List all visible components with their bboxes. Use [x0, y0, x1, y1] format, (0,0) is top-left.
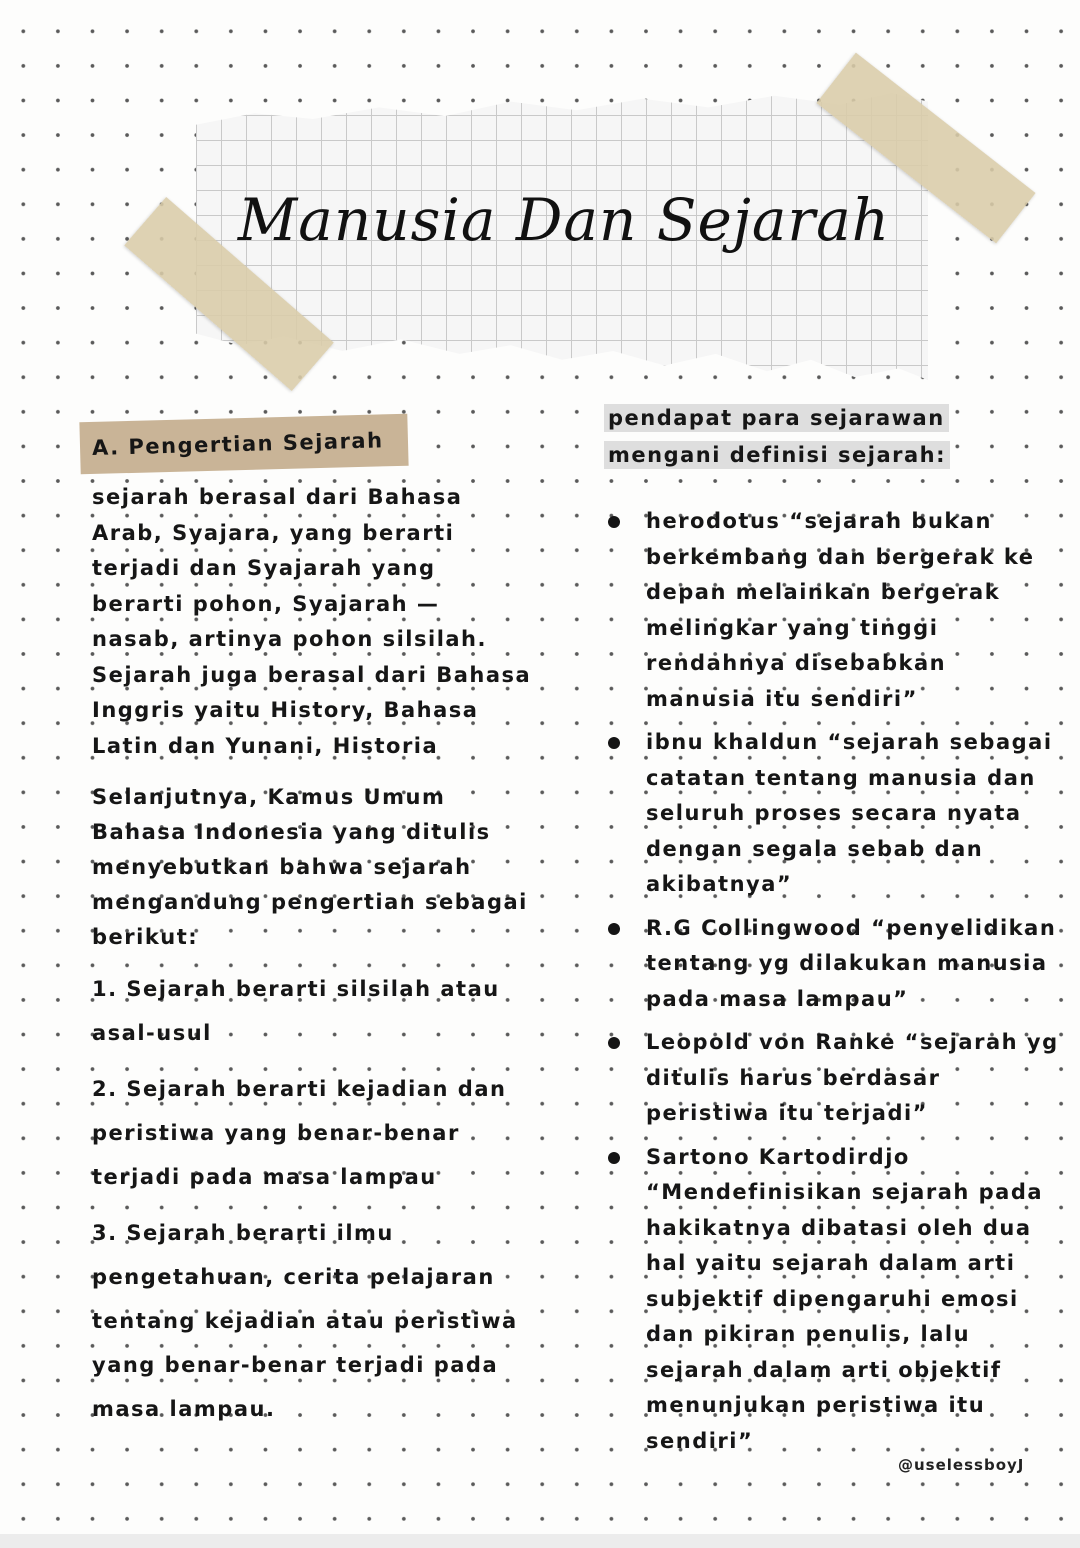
- bullet-icon: [608, 516, 620, 528]
- opinion-text: ibnu khaldun “sejarah sebagai catatan tentang manusia dan seluruh proses secara nyata dengan segala sebab dan akibatnya”: [646, 730, 1053, 896]
- list-item: [604, 1140, 1064, 1460]
- left-column: [92, 480, 532, 1431]
- opinion-text: Sartono Kartodirdjo “Mendefinisikan sejarah pada hakikatnya dibatasi oleh dua hal yaitu sejarah dalam arti subjektif dipengaruhi emosi dan pikiran penulis, lalu sejarah dalam arti objektif menunjukan peristiwa itu sendiri”: [646, 1144, 1044, 1453]
- list-item: [604, 911, 1064, 1018]
- numbered-point: 1. Sejarah berarti silsilah atau asal-usul: [92, 977, 500, 1045]
- author-credit: @uselessboyJ: [898, 1456, 1025, 1474]
- bullet-icon: [608, 1152, 620, 1164]
- opinions-intro: [604, 400, 1064, 474]
- numbered-point: 2. Sejarah berarti kejadian dan peristiwa yang benar-benar terjadi pada masa lampau: [92, 1077, 507, 1189]
- historian-opinions-list: [604, 504, 1064, 1459]
- bullet-icon: [608, 1037, 620, 1049]
- bullet-icon: [608, 923, 620, 935]
- highlighted-intro: pendapat para sejarawan mengani definisi sejarah:: [604, 404, 950, 469]
- list-item: [604, 725, 1064, 903]
- kamus-paragraph: Selanjutnya, Kamus Umum Bahasa Indonesia yang ditulis menyebutkan bahwa sejarah mengandung pengertian sebagai berikut:: [92, 785, 528, 949]
- definition-paragraph: sejarah berasal dari Bahasa Arab, Syajara, yang berarti terjadi dan Syajarah yang berarti pohon, Syajarah — nasab, artinya pohon silsilah. Sejarah juga berasal dari Bahasa Inggris yaitu History, Bahasa Latin dan Yunani, Historia: [92, 485, 532, 758]
- opinion-text: herodotus “sejarah bukan berkembang dan bergerak ke depan melainkan bergerak melingkar yang tinggi rendahnya disebabkan manusia itu sendiri”: [646, 509, 1035, 711]
- page-title: Manusia Dan Sejarah: [237, 186, 891, 254]
- numbered-point: 3. Sejarah berarti ilmu pengetahuan, cerita pelajaran tentang kejadian atau peristiwa yang benar-benar terjadi pada masa lampau.: [92, 1221, 518, 1421]
- right-column: [604, 400, 1064, 1467]
- bottom-band: [0, 1534, 1080, 1548]
- list-item: [604, 504, 1064, 717]
- opinion-text: Leopold von Ranke “sejarah yg ditulis harus berdasar peristiwa itu terjadi”: [646, 1030, 1059, 1125]
- section-heading: A. Pengertian Sejarah: [79, 414, 408, 475]
- bullet-icon: [608, 737, 620, 749]
- opinion-text: R.G Collingwood “penyelidikan tentang yg dilakukan manusia pada masa lampau”: [646, 915, 1057, 1011]
- list-item: [604, 1025, 1064, 1132]
